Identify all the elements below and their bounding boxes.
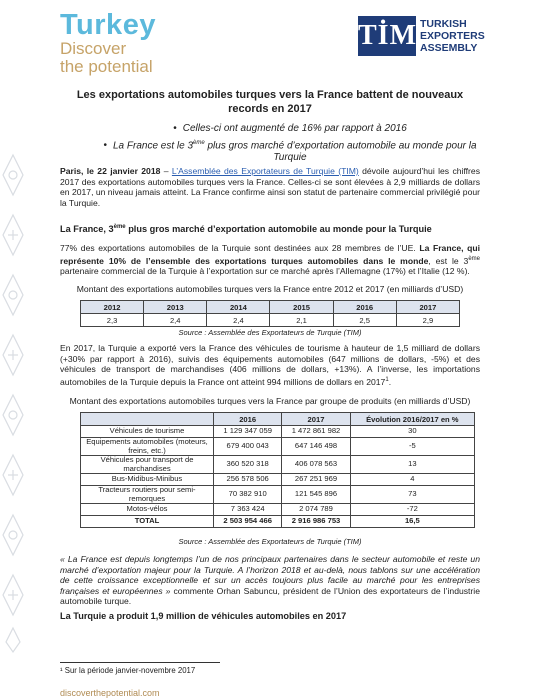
table2-cell: 73 — [350, 486, 474, 504]
table1-value-cell: 2,4 — [207, 314, 270, 327]
table1-header-cell: 2016 — [333, 301, 396, 314]
table2-cell: 1 129 347 059 — [214, 426, 282, 438]
export-details-paragraph: En 2017, la Turquie a exporté vers la France des véhicules de tourisme à hauteur de 1,5 milliard de dollars (+30% par rapport à 2016), suivis des équipements automobiles (647 millions de dollars, -5%) et des véhicules de transport de marchandises (406 millions de dollars, +13%). A l’inverse, les importations automobiles de la Turquie depuis la France ont atteint 994 millions de dollars en 2017$^1$. — [60, 343, 480, 387]
website-link[interactable]: discoverthepotential.com — [60, 688, 160, 698]
bullet-1: • Celles-ci ont augmenté de 16% par rapport à 2016 — [100, 123, 480, 135]
section-heading-france: La France, 3ème plus gros marché d’exportation automobile au monde pour la Turquie — [60, 224, 432, 235]
yearly-exports-table — [80, 300, 460, 327]
bullet-2: • La France est le 3ème plus gros marché d’exportation automobile au monde pour la Turquie — [100, 137, 480, 164]
tim-line-2: EXPORTERS — [420, 30, 485, 42]
table-row — [81, 486, 475, 504]
table2-cell: 13 — [350, 456, 474, 474]
table2-cell: Motos-vélos — [81, 504, 214, 516]
table2-cell: 7 363 424 — [214, 504, 282, 516]
table1-value-cell: 2,4 — [144, 314, 207, 327]
table1-header-cell: 2015 — [270, 301, 333, 314]
quote-text: « La France est depuis longtemps l’un de nos principaux partenaires dans le secteur automobile et reste un marché d’exportation majeur pour la Turquie. A l’horizon 2018 et au-delà, nous tablons sur une accélération de cette croissance exceptionnelle et sur un accès toujours plus facile au marché pour les entreprises françaises et européennes » — [60, 554, 480, 596]
table1-value-cell: 2,5 — [333, 314, 396, 327]
brand-sub-2: the potential — [60, 57, 153, 76]
table1-header-cell: 2017 — [396, 301, 459, 314]
table1-caption: Montant des exportations automobiles turques vers la France entre 2012 et 2017 (en milliards d’USD) — [76, 284, 464, 294]
tim-wordmark — [420, 18, 485, 54]
tim-line-3: ASSEMBLY — [420, 42, 478, 54]
table2-header-cell: Évolution 2016/2017 en % — [350, 413, 474, 426]
table1-header-cell: 2012 — [81, 301, 144, 314]
table2-total-cell: 2 503 954 466 — [214, 516, 282, 528]
table1-value-cell: 2,9 — [396, 314, 459, 327]
table2-total-cell: 2 916 986 753 — [282, 516, 350, 528]
table1-value-cell: 2,1 — [270, 314, 333, 327]
table2-cell: Véhicules de tourisme — [81, 426, 214, 438]
table-row — [81, 456, 475, 474]
table2-header-cell: 2016 — [214, 413, 282, 426]
footnote-divider — [60, 662, 220, 663]
table2-cell: Bus-Midibus-Minibus — [81, 474, 214, 486]
highlight-bullets — [100, 123, 480, 166]
intro-date: Paris, le 22 janvier 2018 — [60, 166, 161, 176]
table2-cell: 679 400 043 — [214, 438, 282, 456]
tim-logo — [358, 16, 485, 56]
table2-total-cell: 16,5 — [350, 516, 474, 528]
table2-cell: -72 — [350, 504, 474, 516]
document-title: Les exportations automobiles turques vers la France battent de nouveaux records en 2017 — [76, 89, 464, 115]
table2-cell: 267 251 969 — [282, 474, 350, 486]
table2-cell: Tracteurs routiers pour semi-remorques — [81, 486, 214, 504]
table2-source: Source : Assemblée des Exportateurs de Turquie (TIM) — [178, 537, 362, 546]
quote-paragraph: « La France est depuis longtemps l’un de nos principaux partenaires dans le secteur automobile et reste un marché d’exportation majeur pour la Turquie. A l’horizon 2018 et au-delà, nous tablons sur une accélération de cette croissance exceptionnelle et sur un accès toujours plus facile au marché pour les entreprises françaises et européennes » commente Orhan Sabuncu, président de l’Union des exportateurs de l’industrie automobile turque. — [60, 554, 480, 607]
tim-line-1: TURKISH — [420, 18, 467, 30]
eu-paragraph: 77% des exportations automobiles de la Turquie sont destinées aux 28 membres de l’UE. La France, qui représente 10% de l’ensemble des exportations turques automobiles dans le monde, est le 3ème partenaire commercial de la Turquie à l’exportation sur ce marché après l’Allemagne (17%) et l’Italie (12 %). — [60, 243, 481, 277]
table1-header-cell: 2014 — [207, 301, 270, 314]
table2-header-cell — [81, 413, 214, 426]
table2-total-cell: TOTAL — [81, 516, 214, 528]
table2-cell: 360 520 318 — [214, 456, 282, 474]
product-group-table — [80, 412, 475, 528]
table1-header-row — [81, 301, 460, 314]
table1-values-row — [81, 314, 460, 327]
table-row — [81, 474, 475, 486]
table2-cell: 647 146 498 — [282, 438, 350, 456]
decorative-pattern — [0, 150, 26, 655]
brand-sub-1: Discover — [60, 39, 127, 58]
table2-cell: Véhicules pour transport de marchandises — [81, 456, 214, 474]
table2-caption: Montant des exportations automobiles turques vers la France par groupe de produits (en milliards d’USD) — [69, 396, 471, 406]
table2-cell: 70 382 910 — [214, 486, 282, 504]
table2-cell: 1 472 861 982 — [282, 426, 350, 438]
table2-total-row — [81, 516, 475, 528]
table2-cell: -5 — [350, 438, 474, 456]
table-row — [81, 438, 475, 456]
table-row — [81, 426, 475, 438]
table2-cell: Equipements automobiles (moteurs, freins, etc.) — [81, 438, 214, 456]
intro-paragraph: Paris, le 22 janvier 2018 – L’Assemblée des Exportateurs de Turquie (TIM) dévoile aujourd’hui les chiffres 2017 des exportations automobiles turques vers la France. Celles-ci se sont élevées à 2,9 milliards de dollars en 2017, un niveau jamais atteint. La France confirme ainsi son statut de partenaire commercial privilégié pour la Turquie. — [60, 166, 480, 208]
table1-value-cell: 2,3 — [81, 314, 144, 327]
table2-cell: 256 578 506 — [214, 474, 282, 486]
table2-cell: 2 074 789 — [282, 504, 350, 516]
footnote: ¹ Sur la période janvier-novembre 2017 — [60, 666, 196, 675]
table2-cell: 4 — [350, 474, 474, 486]
table2-cell: 406 078 563 — [282, 456, 350, 474]
turkey-brand-logo — [60, 10, 220, 76]
brand-title: Turkey — [60, 9, 156, 41]
table2-header-row — [81, 413, 475, 426]
table2-cell: 30 — [350, 426, 474, 438]
table-row — [81, 504, 475, 516]
table2-cell: 121 545 896 — [282, 486, 350, 504]
table1-header-cell: 2013 — [144, 301, 207, 314]
tim-mark: TİM — [358, 16, 416, 56]
table1-source: Source : Assemblée des Exportateurs de Turquie (TIM) — [178, 328, 362, 337]
section-heading-production: La Turquie a produit 1,9 million de véhicules automobiles en 2017 — [60, 611, 347, 621]
tim-link[interactable]: L’Assemblée des Exportateurs de Turquie (TIM) — [171, 166, 359, 176]
table2-header-cell: 2017 — [282, 413, 350, 426]
